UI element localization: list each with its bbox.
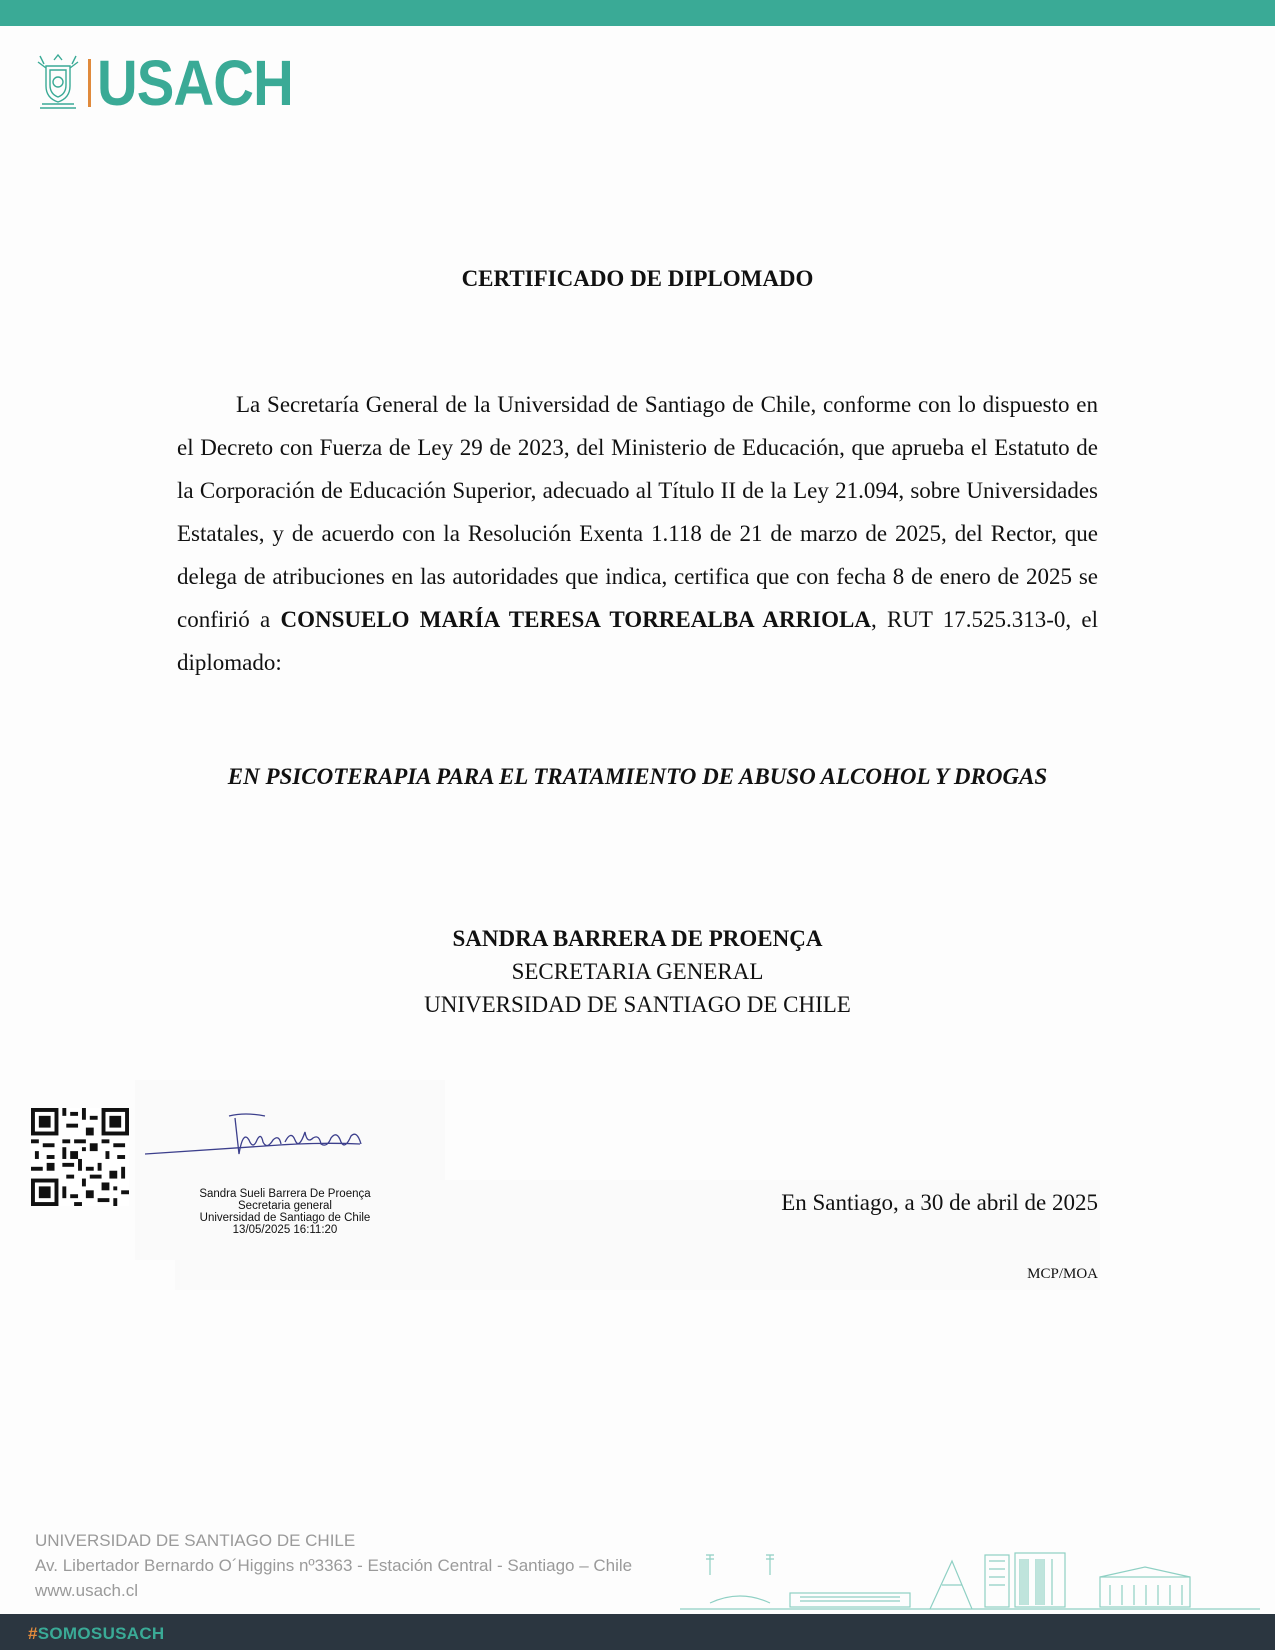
signatory-block [0,922,1275,1021]
document-title: CERTIFICADO DE DIPLOMADO [461,266,814,291]
signatory-role: SECRETARIA GENERAL [511,959,764,984]
footer-contact [35,1528,632,1603]
footer-address: Av. Libertador Bernardo O´Higgins nº3363 - Estación Central - Santiago – Chile [35,1556,633,1575]
signature-role: Secretaria general [238,1200,332,1212]
usach-logo [34,47,320,119]
hashtag-symbol: # [28,1624,38,1643]
footer-website: www.usach.cl [35,1581,138,1600]
digital-signature-caption [175,1188,395,1236]
signature-signer: Sandra Sueli Barrera De Proença [199,1188,371,1200]
program-name: EN PSICOTERAPIA PARA EL TRATAMIENTO DE ABUSO ALCOHOL Y DROGAS [227,764,1048,789]
hashtag-part-usach: USACH [102,1624,165,1643]
reference-initials: MCP/MOA [1027,1266,1098,1282]
signature-institution: Universidad de Santiago de Chile [199,1212,371,1224]
qr-code-icon [31,1108,129,1206]
university-crest-icon [34,52,82,114]
body-intro: La Secretaría General de la Universidad de Santiago de Chile, conforme con lo dispuesto en el Decreto con Fuerza de Ley 29 de 2023, del Ministerio de Educación, que aprueba el Estatuto de la Corporación de Educación Superior, adecuado al Título II de la Ley 21.094, sobre Universidades Estatales, y de acuerdo con la Resolución Exenta 1.118 de 21 de marzo de 2025, del Rector, que delega de atribuciones en las autoridades que indica, certifica que con fecha 8 de enero de 2025 se confirió a [177,392,1098,632]
place-and-date: En Santiago, a 30 de abril de 2025 [781,1190,1098,1215]
footer-bar [0,1614,1275,1650]
signatory-institution: UNIVERSIDAD DE SANTIAGO DE CHILE [424,992,851,1017]
hashtag-part-somos: SOMOS [37,1624,103,1643]
signatory-name: SANDRA BARRERA DE PROENÇA [452,926,823,951]
certificate-body [177,383,1098,684]
footer-hashtag [28,1624,165,1644]
top-brand-bar [0,0,1275,26]
campus-skyline-illustration [680,1545,1260,1611]
logo-wordmark: USACH [97,47,293,119]
footer-institution: UNIVERSIDAD DE SANTIAGO DE CHILE [35,1531,356,1550]
recipient-name: CONSUELO MARÍA TERESA TORREALBA ARRIOLA [280,607,871,632]
logo-separator [88,59,91,107]
handwritten-signature-icon [145,1110,385,1180]
signature-timestamp: 13/05/2025 16:11:20 [232,1224,338,1236]
body-rut: , RUT 17.525.313-0, el diplomado: [177,607,1098,675]
